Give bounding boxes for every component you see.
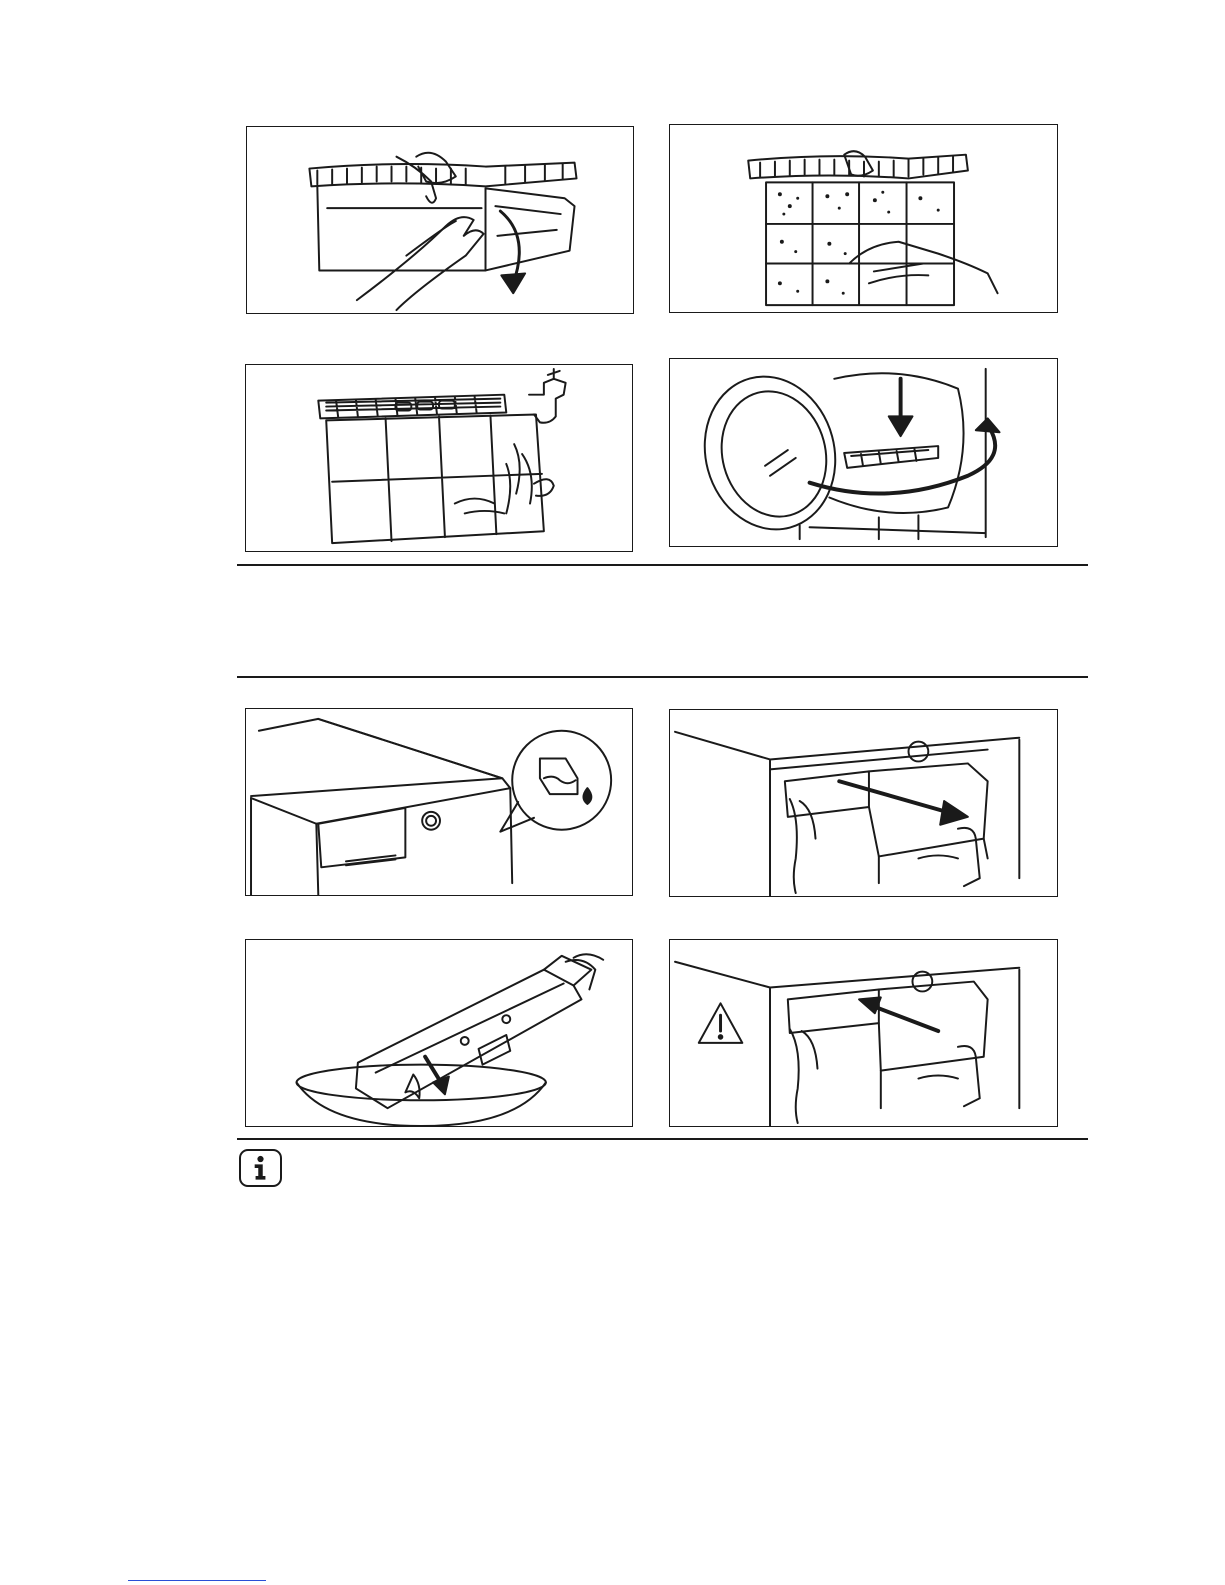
section-divider-bottom xyxy=(237,1138,1088,1140)
filter-lint-removal-illustration xyxy=(669,124,1058,313)
section-divider-top xyxy=(237,564,1088,566)
container-push-in-illustration xyxy=(669,939,1058,1127)
info-icon xyxy=(239,1149,282,1187)
section-divider-middle xyxy=(237,676,1088,678)
filter-reinsert-illustration xyxy=(669,358,1058,547)
container-pull-out-illustration xyxy=(669,709,1058,897)
footer-link-underline xyxy=(128,1580,266,1581)
container-empty-illustration xyxy=(245,939,633,1127)
filter-rinse-illustration xyxy=(245,364,633,552)
filter-open-illustration xyxy=(246,126,634,314)
container-indicator-illustration xyxy=(245,708,633,896)
